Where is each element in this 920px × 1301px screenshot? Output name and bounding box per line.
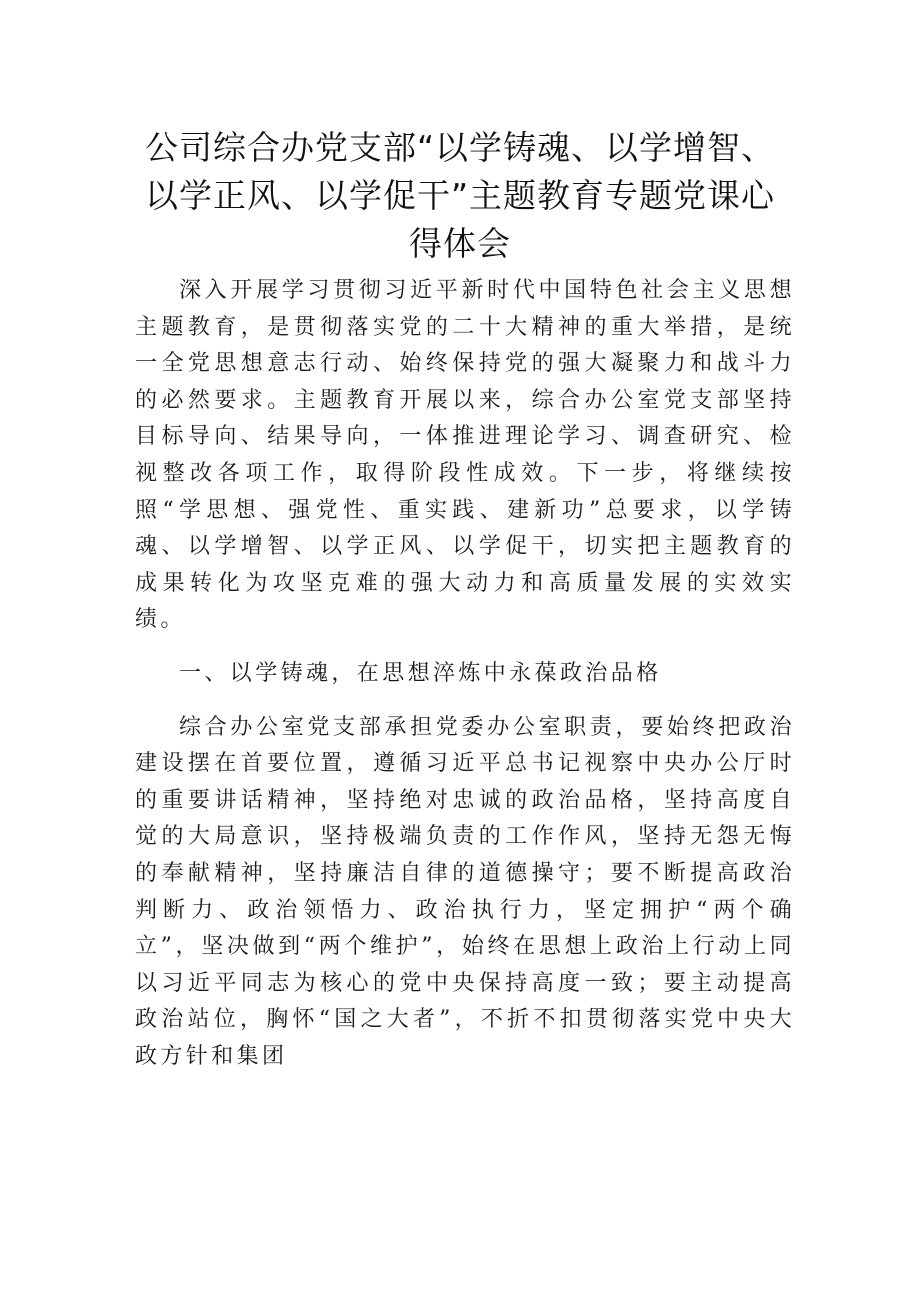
document-title xyxy=(100,124,820,268)
section-1-paragraph: 综合办公室党支部承担党委办公室职责，要始终把政治建设摆在首要位置，遵循习近平总书记视察中央办公厅时的重要讲话精神，坚持绝对忠诚的政治品格，坚持高度自觉的大局意识，坚持极端负责的工作作风，坚持无怨无悔的奉献精神，坚持廉洁自律的道德操守；要不断提高政治判断力、政治领悟力、政治执行力，坚定拥护“两个确立”，坚决做到“两个维护”，始终在思想上政治上行动上同以习近平同志为核心的党中央保持高度一致；要主动提高政治站位，胸怀“国之大者”，不折不扣贯彻落实党中央大政方针和集团 xyxy=(135,714,795,1069)
section-heading-1: 一、以学铸魂，在思想淬炼中永葆政治品格 xyxy=(179,660,662,686)
intro-paragraph: 深入开展学习贯彻习近平新时代中国特色社会主义思想主题教育，是贯彻落实党的二十大精神的重大举措，是统一全党思想意志行动、始终保持党的强大凝聚力和战斗力的必然要求。主题教育开展以来，综合办公室党支部坚持目标导向、结果导向，一体推进理论学习、调查研究、检视整改各项工作，取得阶段性成效。下一步，将继续按照“学思想、强党性、重实践、建新功”总要求，以学铸魂、以学增智、以学正风、以学促干，切实把主题教育的成果转化为攻坚克难的强大动力和高质量发展的实效实绩。 xyxy=(135,278,795,633)
title-line-2: 以学正风、以学促干”主题教育专题党课心 xyxy=(144,176,776,215)
document-body xyxy=(135,273,795,1075)
title-line-1: 公司综合办党支部“以学铸魂、以学增智、 xyxy=(144,128,776,167)
title-line-3: 得体会 xyxy=(409,224,511,263)
